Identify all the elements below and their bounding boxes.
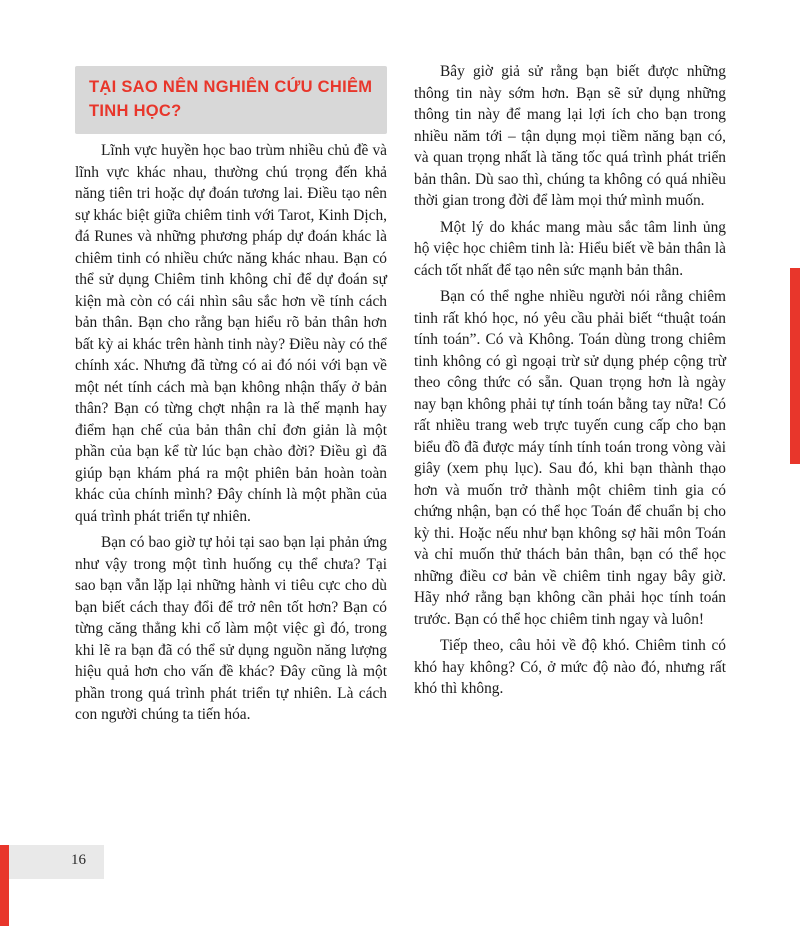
page-number-strip [0, 845, 104, 879]
text-column-left [75, 140, 387, 731]
paragraph: Một lý do khác mang màu sắc tâm linh ủng hộ việc học chiêm tinh là: Hiểu biết về bản thân là cách tốt nhất để tạo nên sức mạnh bản thân. [414, 218, 726, 279]
page-number: 16 [71, 852, 86, 868]
paragraph: Bạn có bao giờ tự hỏi tại sao bạn lại phản ứng như vậy trong một tình huống cụ thể chưa? Tại sao bạn vẫn lặp lại những hành vi tiêu cực cho dù bạn biết cách thay đổi để trở nên tốt hơn? Bạn có từng căng thẳng khi cố làm một việc gì đó, trong khi lẽ ra bạn đã có thể sử dụng nguồn năng lượng hiệu quả hơn cho vấn đề khác? Đây cũng là một phần trong quá trình phát triển tự nhiên. Là cách con người chúng ta tiến hóa. [75, 534, 387, 723]
paragraph: Bây giờ giả sử rằng bạn biết được những thông tin này sớm hơn. Bạn sẽ sử dụng những thông tin này để mang lại lợi ích cho bạn trong nhiều năm tới – tận dụng mọi tiềm năng bạn có, và quan trọng nhất là tăng tốc quá trình phát triển bản thân. Dù sao thì, chúng ta không có quá nhiều thời gian trong đời để làm mọi thứ mình muốn. [414, 63, 726, 209]
section-heading-box [75, 66, 387, 134]
accent-bar-right [790, 268, 800, 464]
text-column-right [414, 61, 726, 705]
accent-bar-bottom-left [0, 845, 9, 926]
paragraph: Lĩnh vực huyền học bao trùm nhiều chủ đề và lĩnh vực khác nhau, thường chú trọng đến khả năng tiên tri hoặc dự đoán tương lai. Điều tạo nên sự khác biệt giữa chiêm tinh với Tarot, Kinh Dịch, đá Runes và những phương pháp dự đoán khác là chiêm tinh có nhiều chức năng khác nhau. Bạn có thể sử dụng Chiêm tinh không chỉ để dự đoán sự kiện mà còn có cái nhìn sâu sắc hơn về tính cách bản thân. Bạn cho rằng bạn hiểu rõ bản thân hơn bất kỳ ai khác trên hành tinh này? Điều này có thể chính xác. Nhưng đã từng có ai đó nói với bạn về một nét tính cách mà bạn không nhận thấy ở bản thân? Bạn có từng chợt nhận ra là thế mạnh hay điểm hạn chế của bản thân chỉ đơn giản là một phần của bạn kể từ lúc bạn chào đời? Điều gì đã giúp bạn khám phá ra một phiên bản hoàn toàn khác của chính mình? Đây chính là một phần của quá trình phát triển tự nhiên. [75, 142, 387, 525]
paragraph: Tiếp theo, câu hỏi về độ khó. Chiêm tinh có khó hay không? Có, ở mức độ nào đó, nhưng rất khó thì không. [414, 637, 726, 697]
paragraph: Bạn có thể nghe nhiều người nói rằng chiêm tinh rất khó học, nó yêu cầu phải biết “thuật toán tính toán”. Có và Không. Toán dùng trong chiêm tinh không có gì ngoại trừ sử dụng phép cộng trừ theo công thức có sẵn. Quan trọng hơn là ngày nay bạn không phải tự tính toán bằng tay nữa! Có rất nhiều trang web trực tuyến cung cấp cho bạn biểu đồ đã được máy tính tính toán trong vòng vài giây (xem phụ lục). Sau đó, khi bạn thành thạo hơn và muốn trở thành một chiêm tinh gia có chứng nhận, bạn có thể học Toán để chuẩn bị cho kỳ thi. Hoặc nếu như bạn không sợ hãi môn Toán và chỉ muốn thử thách bản thân, bạn có thể học những điều cơ bản về chiêm tinh ngay bây giờ. Hãy nhớ rằng bạn không cần phải học tính toán trước. Bạn có thể học chiêm tinh ngay và luôn! [414, 288, 726, 628]
section-heading: TẠI SAO NÊN NGHIÊN CỨU CHIÊM TINH HỌC? [89, 78, 373, 120]
